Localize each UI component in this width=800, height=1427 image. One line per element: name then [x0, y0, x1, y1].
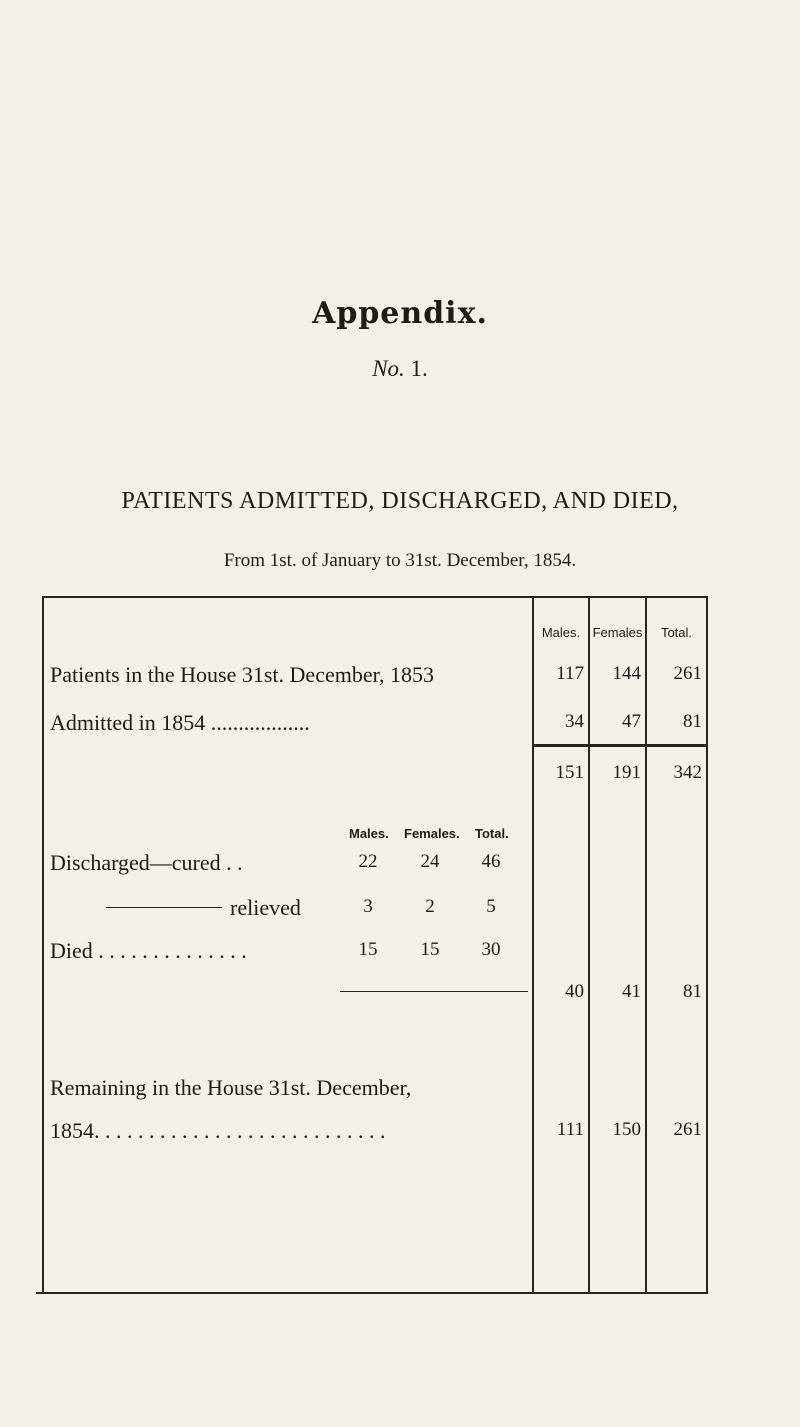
- table-title: PATIENTS ADMITTED, DISCHARGED, AND DIED,: [121, 488, 679, 514]
- subtotal-rule: [534, 744, 706, 747]
- breakdown-header-total: Total.: [475, 826, 509, 841]
- cell-males: 117: [556, 663, 584, 684]
- breakdown-females: 15: [420, 939, 440, 960]
- cell-males: 34: [565, 711, 584, 732]
- column-header-males: Males.: [541, 625, 581, 640]
- breakdown-females: 2: [425, 896, 435, 917]
- breakdown-females: 24: [420, 851, 440, 872]
- row-label-remaining: Remaining in the House 31st. December,: [50, 1075, 412, 1100]
- table-top-rule: [42, 596, 708, 598]
- cell-total: 261: [673, 663, 702, 684]
- table-number: [0, 356, 800, 382]
- cell-total: 81: [683, 711, 702, 732]
- cell-females: 144: [612, 663, 641, 684]
- row-label-died: Died . . . . . . . . . . . . . .: [50, 938, 247, 963]
- breakdown-total-rule: [340, 991, 528, 992]
- breakdown-males: 3: [363, 896, 373, 917]
- col-divider-1: [532, 596, 534, 1293]
- row-label-discharged-cured: Discharged—cured . .: [50, 850, 243, 875]
- breakdown-total: 30: [481, 939, 501, 960]
- table-bottom-rule: [36, 1292, 708, 1294]
- appendix-heading: Appendix.: [312, 296, 488, 331]
- breakdown-males: 15: [358, 939, 378, 960]
- cell-females: 47: [622, 711, 641, 732]
- subtotal-females: 191: [612, 762, 641, 783]
- breakdown-total: 5: [486, 896, 496, 917]
- number-value: 1.: [410, 356, 428, 381]
- remaining-males: 111: [556, 1119, 584, 1140]
- row-label-admitted-1854: [50, 710, 310, 736]
- column-header-total: Total.: [660, 625, 693, 640]
- outgoing-males: 40: [565, 981, 584, 1002]
- table-subtitle: From 1st. of January to 31st. December, 1854.: [223, 550, 577, 571]
- breakdown-males: 22: [358, 851, 378, 872]
- ditto-dash: [106, 907, 222, 908]
- breakdown-total: 46: [481, 851, 501, 872]
- table-right-rule: [706, 596, 708, 1293]
- dot-leader: ..................: [205, 710, 310, 735]
- col-divider-3: [645, 596, 647, 1293]
- outgoing-females: 41: [622, 981, 641, 1002]
- breakdown-header-females: Females.: [404, 826, 460, 841]
- column-header-females: Females: [592, 625, 643, 640]
- number-prefix: No.: [372, 356, 405, 381]
- breakdown-header-males: Males.: [349, 826, 389, 841]
- remaining-females: 150: [612, 1119, 641, 1140]
- remaining-total: 261: [673, 1119, 702, 1140]
- row-label-patients-1853: Patients in the House 31st. December, 1853: [50, 662, 435, 687]
- row-label-relieved: relieved: [230, 895, 301, 920]
- subtotal-males: 151: [555, 762, 584, 783]
- row-label-remaining-year: 1854. . . . . . . . . . . . . . . . . . . . . . . . . . .: [50, 1118, 386, 1143]
- col-divider-2: [588, 596, 590, 1293]
- outgoing-total: 81: [683, 981, 702, 1002]
- table-left-rule: [42, 596, 44, 1293]
- subtotal-total: 342: [673, 762, 702, 783]
- admitted-label: Admitted in 1854: [50, 710, 206, 735]
